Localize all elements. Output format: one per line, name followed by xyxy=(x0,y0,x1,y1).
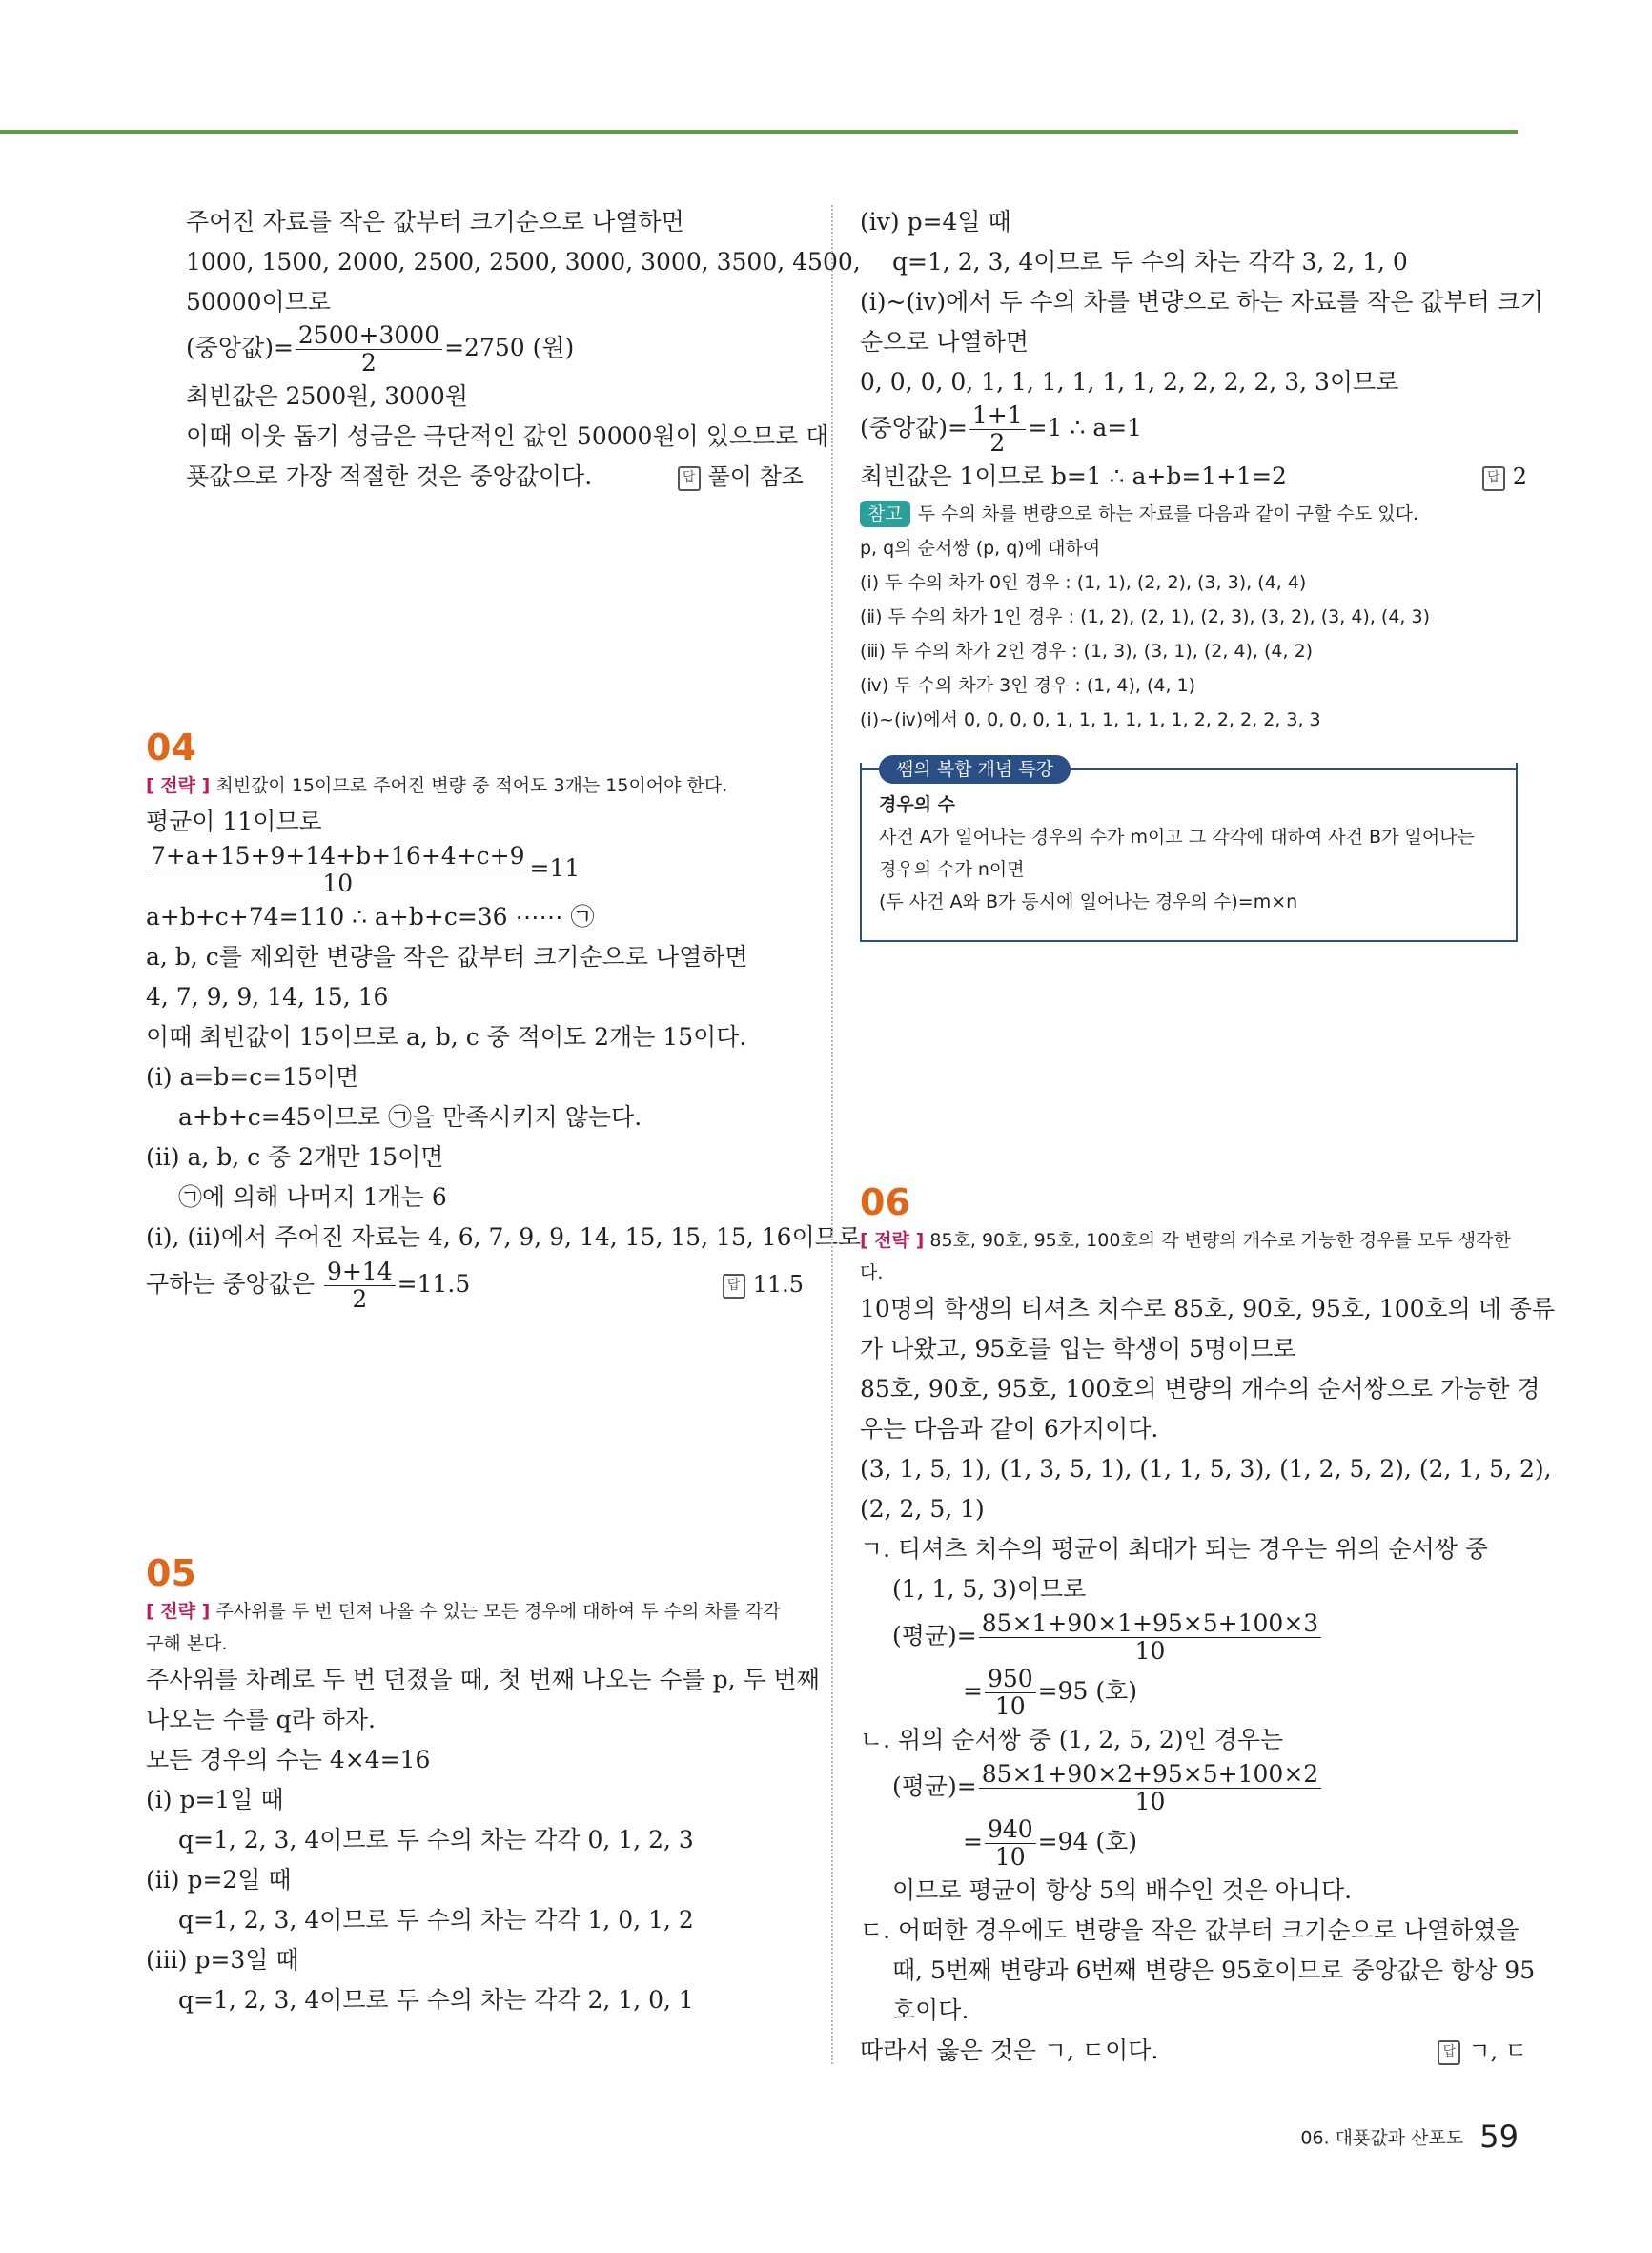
left-column xyxy=(146,0,862,2020)
q03-line: 최빈값은 2500원, 3000원 xyxy=(186,382,468,410)
q04-line: a+b+c+74=110 ∴ a+b+c=36 ⋯⋯ ㉠ xyxy=(146,903,595,931)
note-line: (ⅳ) 두 수의 차가 3인 경우 : (1, 4), (4, 1) xyxy=(860,675,1196,696)
right-column-bottom xyxy=(860,1180,1556,2071)
page-number: 59 xyxy=(1479,2119,1519,2155)
q04-number: 04 xyxy=(146,727,196,768)
q05-line: q=1, 2, 3, 4이므로 두 수의 차는 각각 0, 1, 2, 3 xyxy=(178,1826,694,1854)
note-line: (ⅱ) 두 수의 차가 1인 경우 : (1, 2), (2, 1), (2, 3), (3, 2), (3, 4), (4, 3) xyxy=(860,606,1430,627)
q04-line: 4, 7, 9, 9, 14, 15, 16 xyxy=(146,983,389,1011)
q06-answer: 답 ㄱ, ㄷ xyxy=(1438,2031,1527,2071)
q04-line: (ⅰ) a=b=c=15이면 xyxy=(146,1063,359,1091)
fraction: $\frac{2500+3000}{2}$ xyxy=(296,322,442,377)
answer-icon: 답 xyxy=(1438,2040,1460,2065)
q05-strategy: [ 전략 ] 주사위를 두 번 던져 나올 수 있는 모든 경우에 대하여 두 수의 차를 각각 구해 본다. xyxy=(146,1601,781,1654)
q05-median-eq: (중앙값)= $\frac{1+1}{2}$ =1 ∴ a=1 xyxy=(860,401,1143,457)
q04-line: a+b+c=45이므로 ㉠을 만족시키지 않는다. xyxy=(178,1103,642,1131)
q05-line: 주사위를 차례로 두 번 던졌을 때, 첫 번째 나오는 수를 p, 두 번째 xyxy=(146,1666,820,1693)
q03-answer: 답 풀이 참조 xyxy=(678,457,804,497)
fraction: $\frac{85\times 1+90\times 2+95\times 5+100\times 2}{10}$ xyxy=(979,1761,1321,1815)
answer-icon: 답 xyxy=(678,466,701,491)
q06-line: 때, 5번째 변량과 6번째 변량은 95호이므로 중앙값은 항상 95 xyxy=(892,1956,1536,1984)
q03-line: 푯값으로 가장 적절한 것은 중앙값이다. 답 풀이 참조 xyxy=(146,457,804,497)
q04-answer: 답 11.5 xyxy=(723,1258,804,1311)
answer-icon: 답 xyxy=(1482,466,1505,491)
concept-box-title: 쌤의 복합 개념 특강 xyxy=(879,755,1071,784)
q03-line: 이때 이웃 돕기 성금은 극단적인 값인 50000원이 있으므로 대 xyxy=(186,422,829,450)
q05-line: 0, 0, 0, 0, 1, 1, 1, 1, 1, 1, 2, 2, 2, 2, 3, 3이므로 xyxy=(860,368,1399,396)
q06-line: (1, 1, 5, 3)이므로 xyxy=(892,1575,1087,1603)
q05-line: 모든 경우의 수는 4×4=16 xyxy=(146,1746,431,1773)
fraction: $\frac{940}{10}$ xyxy=(985,1816,1036,1871)
q05-line: q=1, 2, 3, 4이므로 두 수의 차는 각각 2, 1, 0, 1 xyxy=(178,1986,694,2014)
note-line: (ⅲ) 두 수의 차가 2인 경우 : (1, 3), (3, 1), (2, 4), (4, 2) xyxy=(860,641,1314,662)
q06-line: ㄷ. 어떠한 경우에도 변량을 작은 값부터 크기순으로 나열하였을 xyxy=(860,1916,1519,1944)
q04-line: a, b, c를 제외한 변량을 작은 값부터 크기순으로 나열하면 xyxy=(146,943,748,971)
q06-mean-eq: = $\frac{940}{10}$ =94 (호) xyxy=(963,1815,1138,1871)
q06-line: (2, 2, 5, 1) xyxy=(860,1495,985,1523)
q06-strategy: [ 전략 ] 85호, 90호, 95호, 100호의 각 변량의 개수로 가능한 경우를 모두 생각한다. xyxy=(860,1230,1511,1283)
q05-answer: 답 2 xyxy=(1482,457,1527,497)
q04-line: 이때 최빈값이 15이므로 a, b, c 중 적어도 2개는 15이다. xyxy=(146,1023,747,1051)
q04-strategy: [ 전략 ] 최빈값이 15이므로 주어진 변량 중 적어도 3개는 15이어야 한다. xyxy=(146,775,728,796)
concept-box-border xyxy=(1068,768,1516,770)
fraction: $\frac{1+1}{2}$ xyxy=(969,402,1026,457)
q05-line: (ⅰ) p=1일 때 xyxy=(146,1786,284,1813)
fraction: $\frac{85\times 1+90\times 1+95\times 5+100\times 3}{10}$ xyxy=(979,1610,1321,1665)
q06-mean-eq: (평균)= $\frac{85\times 1+90\times 2+95\times 5+100\times 2}{10}$ xyxy=(860,1760,1527,1815)
note-title: 참고 두 수의 차를 변량으로 하는 자료를 다음과 같이 구할 수도 있다. xyxy=(860,497,1527,531)
note-badge: 참고 xyxy=(860,501,910,527)
q06-line: 이므로 평균이 항상 5의 배수인 것은 아니다. xyxy=(892,1876,1353,1904)
q05-line: 순으로 나열하면 xyxy=(860,328,1029,356)
q05-line: 최빈값은 1이므로 b=1 ∴ a+b=1+1=2 답 2 xyxy=(860,457,1527,497)
q05-line: (ⅱ) p=2일 때 xyxy=(146,1866,292,1894)
fraction: $\frac{950}{10}$ xyxy=(985,1666,1036,1720)
right-column-top xyxy=(860,202,1544,737)
q06-line: 우는 다음과 같이 6가지이다. xyxy=(860,1415,1159,1443)
q06-line: 호이다. xyxy=(892,1997,969,2024)
q06-line: 85호, 90호, 95호, 100호의 변량의 개수의 순서쌍으로 가능한 경 xyxy=(860,1375,1540,1403)
q05-line: (ⅲ) p=3일 때 xyxy=(146,1946,299,1974)
q04-median-eq: 구하는 중앙값은 $\frac{9+14}{2}$ =11.5 답 11.5 xyxy=(146,1258,804,1313)
note-line: (ⅰ) 두 수의 차가 0인 경우 : (1, 1), (2, 2), (3, 3), (4, 4) xyxy=(860,572,1307,593)
q04-line: ㉠에 의해 나머지 1개는 6 xyxy=(178,1183,447,1211)
q03-median-eq: (중앙값)= $\frac{2500+3000}{2}$ =2750 (원) xyxy=(186,321,575,377)
q06-line: (3, 1, 5, 1), (1, 3, 5, 1), (1, 1, 5, 3), (1, 2, 5, 2), (2, 1, 5, 2), xyxy=(860,1455,1552,1483)
concept-line: 경우의 수가 n이면 xyxy=(879,859,1025,880)
page-footer xyxy=(1300,2119,1519,2155)
concept-line: 사건 A가 일어나는 경우의 수가 m이고 그 각각에 대하여 사건 B가 일어나는 xyxy=(879,827,1475,848)
q06-number: 06 xyxy=(860,1181,910,1223)
q05-line: 나오는 수를 q라 하자. xyxy=(146,1706,376,1733)
concept-box-border xyxy=(860,768,879,770)
q04-line: (ⅱ) a, b, c 중 2개만 15이면 xyxy=(146,1143,444,1171)
q06-line: 10명의 학생의 티셔츠 치수로 85호, 90호, 95호, 100호의 네 종류 xyxy=(860,1295,1556,1322)
q05-line: (ⅰ)~(ⅳ)에서 두 수의 차를 변량으로 하는 자료를 작은 값부터 크기 xyxy=(860,288,1544,316)
q05-line: (ⅳ) p=4일 때 xyxy=(860,208,1011,236)
q06-line: ㄱ. 티셔츠 치수의 평균이 최대가 되는 경우는 위의 순서쌍 중 xyxy=(860,1535,1489,1563)
fraction: $\frac{7+a+15+9+14+b+16+4+c+9}{10}$ xyxy=(148,843,528,897)
concept-box-border xyxy=(860,940,1518,942)
q04-line: 평균이 11이므로 xyxy=(146,808,322,835)
q03-line: 50000이므로 xyxy=(186,288,331,316)
concept-heading: 경우의 수 xyxy=(879,794,956,815)
column-divider xyxy=(831,205,833,2064)
q05-number: 05 xyxy=(146,1552,196,1594)
q06-mean-eq: (평균)= $\frac{85\times 1+90\times 1+95\times 5+100\times 3}{10}$ xyxy=(860,1609,1527,1665)
q03-line: 주어진 자료를 작은 값부터 크기순으로 나열하면 xyxy=(186,208,684,236)
q06-mean-eq: = $\frac{950}{10}$ =95 (호) xyxy=(963,1665,1138,1720)
note-line: p, q의 순서쌍 (p, q)에 대하여 xyxy=(860,538,1101,559)
q06-line: 따라서 옳은 것은 ㄱ, ㄷ이다. 답 ㄱ, ㄷ xyxy=(860,2031,1527,2071)
concept-line: (두 사건 A와 B가 동시에 일어나는 경우의 수)=m×n xyxy=(879,891,1298,912)
q06-line: 가 나왔고, 95호를 입는 학생이 5명이므로 xyxy=(860,1335,1296,1362)
fraction: $\frac{9+14}{2}$ xyxy=(324,1259,396,1313)
note-line: (ⅰ)~(ⅳ)에서 0, 0, 0, 0, 1, 1, 1, 1, 1, 1, 2, 2, 2, 2, 3, 3 xyxy=(860,709,1321,730)
q05-line: q=1, 2, 3, 4이므로 두 수의 차는 각각 3, 2, 1, 0 xyxy=(892,248,1408,276)
q04-eq: $\frac{7+a+15+9+14+b+16+4+c+9}{10}$ =11 xyxy=(146,842,804,897)
q04-line: (ⅰ), (ⅱ)에서 주어진 자료는 4, 6, 7, 9, 9, 14, 15, 15, 15, 16이므로 xyxy=(146,1223,862,1251)
q05-line: q=1, 2, 3, 4이므로 두 수의 차는 각각 1, 0, 1, 2 xyxy=(178,1906,694,1934)
chapter-label: 06. 대푯값과 산포도 xyxy=(1300,2127,1464,2149)
q03-line: 1000, 1500, 2000, 2500, 2500, 3000, 3000, 3500, 4500, xyxy=(186,248,861,276)
concept-box-content xyxy=(879,789,1508,918)
answer-icon: 답 xyxy=(723,1274,745,1299)
q06-line: ㄴ. 위의 순서쌍 중 (1, 2, 5, 2)인 경우는 xyxy=(860,1726,1284,1753)
